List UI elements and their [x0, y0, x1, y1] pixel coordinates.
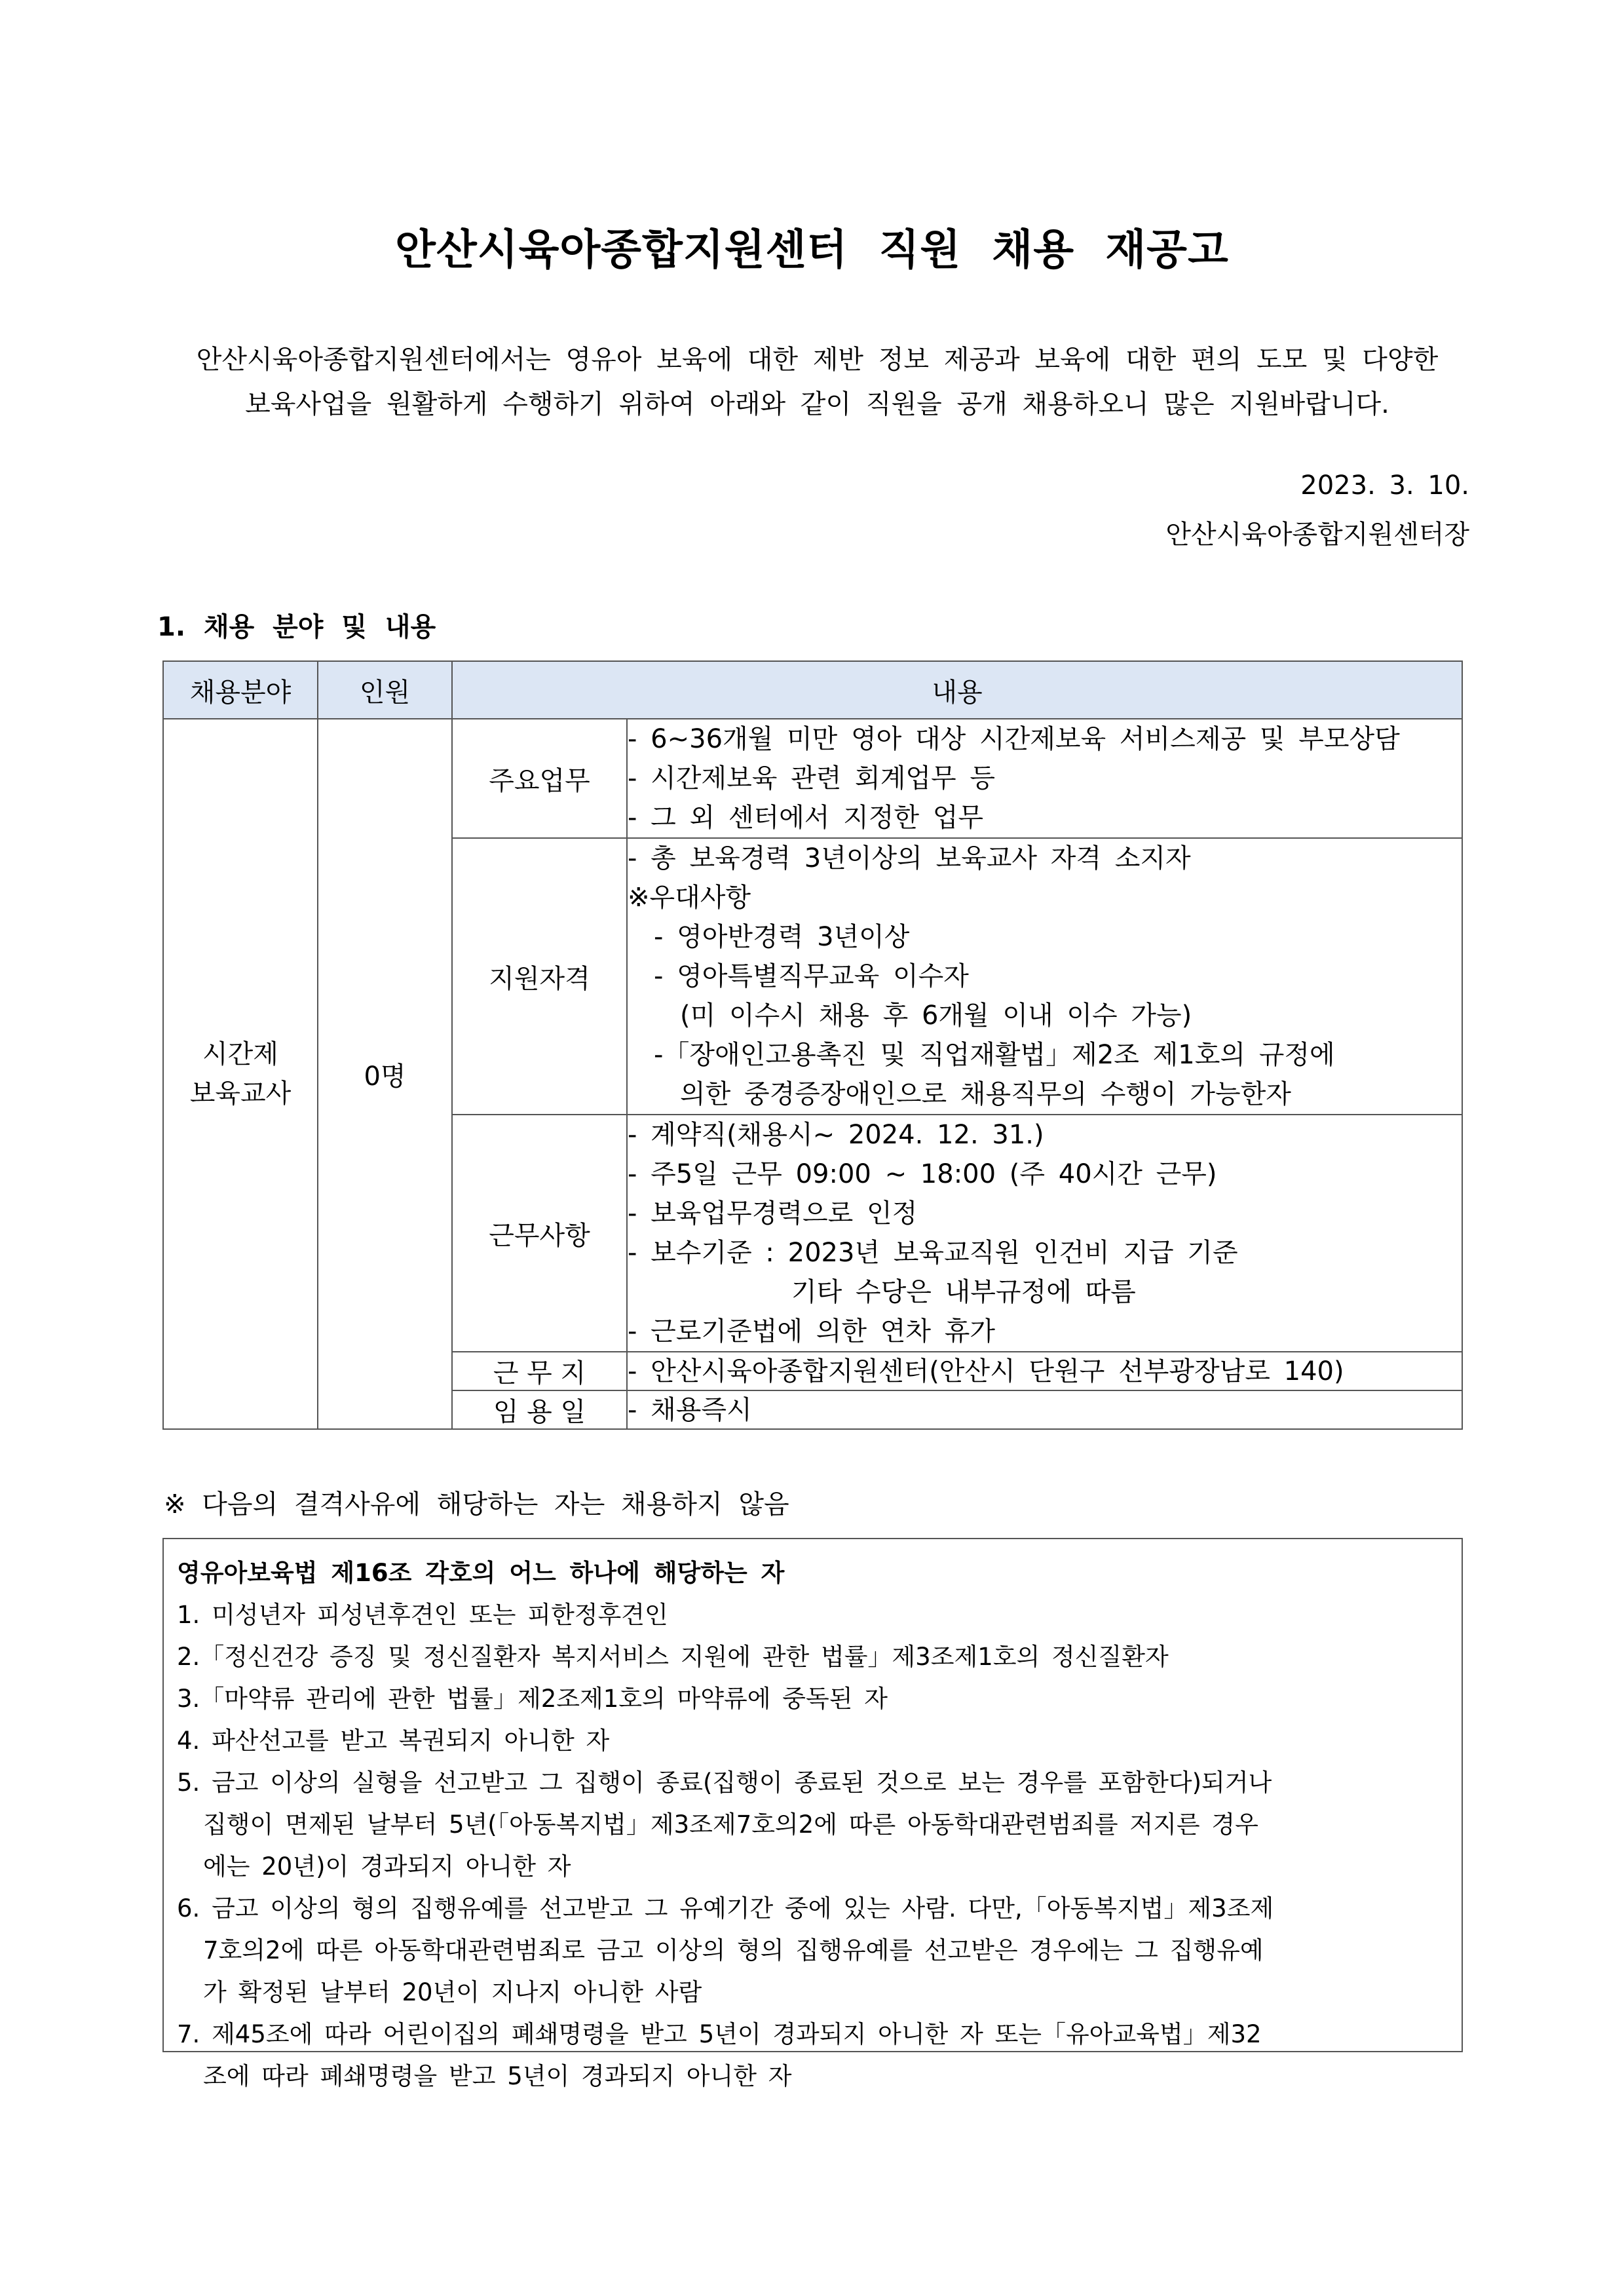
content-line: -「장애인고용촉진 및 직업재활법」제2조 제1호의 규정에 [654, 1040, 1335, 1070]
disqualification-box [162, 1538, 1463, 2090]
notice-date: 2023. 3. 10. [1300, 470, 1469, 501]
content-line: - 근로기준법에 의한 연차 휴가 [628, 1316, 995, 1347]
content-line: - 영아반경력 3년이상 [654, 922, 910, 952]
field-line: 보육교사 [189, 1079, 292, 1109]
row-content [627, 719, 1462, 838]
list-item: 6. 금고 이상의 형의 집행유예를 선고받고 그 유예기간 중에 있는 사람. 다만,「아동복지법」제3조제 [177, 1894, 1274, 1923]
row-content [627, 838, 1462, 1115]
row-content [627, 1352, 1462, 1390]
row-label: 근무사항 [452, 1115, 627, 1352]
table-header-row [163, 661, 1462, 719]
disqualification-note: ※ 다음의 결격사유에 해당하는 자는 채용하지 않음 [164, 1489, 789, 1520]
row-label: 주요업무 [452, 719, 627, 838]
content-line: - 그 외 센터에서 지정한 업무 [628, 803, 984, 833]
issuer: 안산시육아종합지원센터장 [1165, 520, 1469, 550]
header-field: 채용분야 [163, 661, 318, 719]
table-row [163, 719, 1462, 838]
row-label: 임 용 일 [452, 1390, 627, 1429]
content-line: - 시간제보육 관련 회계업무 등 [628, 763, 995, 794]
intro-line: 안산시육아종합지원센터에서는 영유아 보육에 대한 제반 정보 제공과 보육에 대한 편의 도모 및 다양한 [196, 345, 1439, 375]
intro-line: 보육사업을 원활하게 수행하기 위하여 아래와 같이 직원을 공개 채용하오니 많은 지원바랍니다. [245, 389, 1389, 419]
content-line: 의한 중경증장애인으로 채용직무의 수행이 가능한자 [680, 1079, 1291, 1109]
header-content: 내용 [452, 661, 1462, 719]
content-line: - 안산시육아종합지원센터(안산시 단원구 선부광장남로 140) [628, 1356, 1344, 1387]
list-item: 2.「정신건강 증징 및 정신질환자 복지서비스 지원에 관한 법률」제3조제1호의 정신질환자 [177, 1643, 1169, 1671]
page-title: 안산시육아종합지원센터 직원 채용 재공고 [395, 226, 1229, 275]
content-line: ※우대사항 [628, 883, 751, 913]
list-item: 3.「마약류 관리에 관한 법률」제2조제1호의 마약류에 중독된 자 [177, 1685, 888, 1713]
intro-paragraph [164, 337, 1471, 427]
list-item: 7. 제45조에 따라 어린이집의 폐쇄명령을 받고 5년이 경과되지 아니한 자 또는「유아교육법」제32 [177, 2020, 1262, 2048]
list-item-continuation: 조에 따라 폐쇄명령을 받고 5년이 경과되지 아니한 자 [203, 2062, 792, 2090]
content-line: - 보수기준 : 2023년 보육교직원 인건비 지급 기준 [628, 1238, 1238, 1268]
count-cell: 0명 [318, 719, 452, 1429]
list-item-continuation: 7호의2에 따른 아동학대관련범죄로 금고 이상의 형의 집행유예를 선고받은 경우에는 그 집행유예 [203, 1936, 1264, 1964]
list-item-continuation: 집행이 면제된 날부터 5년(「아동복지법」제3조제7호의2에 따른 아동학대관련범죄를 저지른 경우 [203, 1810, 1258, 1839]
content-line: - 보육업무경력으로 인정 [628, 1198, 918, 1229]
row-label: 근 무 지 [452, 1352, 627, 1390]
list-item: 4. 파산선고를 받고 복권되지 아니한 자 [177, 1727, 610, 1755]
content-line: - 채용즉시 [628, 1394, 752, 1425]
content-line: - 6~36개월 미만 영아 대상 시간제보육 서비스제공 및 부모상담 [628, 724, 1400, 754]
list-item: 5. 금고 이상의 실형을 선고받고 그 집행이 종료(집행이 종료된 것으로 보는 경우를 포함한다)되거나 [177, 1769, 1272, 1797]
disqualification-heading: 영유아보육법 제16조 각호의 어느 하나에 해당하는 자 [177, 1559, 785, 1587]
row-content [627, 1390, 1462, 1429]
content-line: - 계약직(채용시~ 2024. 12. 31.) [628, 1120, 1044, 1150]
field-cell [163, 719, 318, 1429]
list-item: 1. 미성년자 피성년후견인 또는 피한정후견인 [177, 1601, 668, 1629]
field-line: 시간제 [202, 1039, 278, 1069]
content-line: - 영아특별직무교육 이수자 [654, 961, 969, 991]
section-title: 1. 채용 분야 및 내용 [157, 612, 436, 642]
row-label: 지원자격 [452, 838, 627, 1115]
content-line: - 주5일 근무 09:00 ~ 18:00 (주 40시간 근무) [628, 1159, 1217, 1189]
recruitment-table [162, 660, 1463, 1430]
list-item-continuation: 에는 20년)이 경과되지 아니한 자 [203, 1852, 571, 1881]
list-item-continuation: 가 확정된 날부터 20년이 지나지 아니한 사람 [203, 1978, 702, 2006]
content-line: - 총 보육경력 3년이상의 보육교사 자격 소지자 [628, 843, 1191, 873]
header-count: 인원 [318, 661, 452, 719]
content-line: 기타 수당은 내부규정에 따름 [791, 1277, 1136, 1307]
row-content [627, 1115, 1462, 1352]
content-line: (미 이수시 채용 후 6개월 이내 이수 가능) [680, 1001, 1192, 1031]
